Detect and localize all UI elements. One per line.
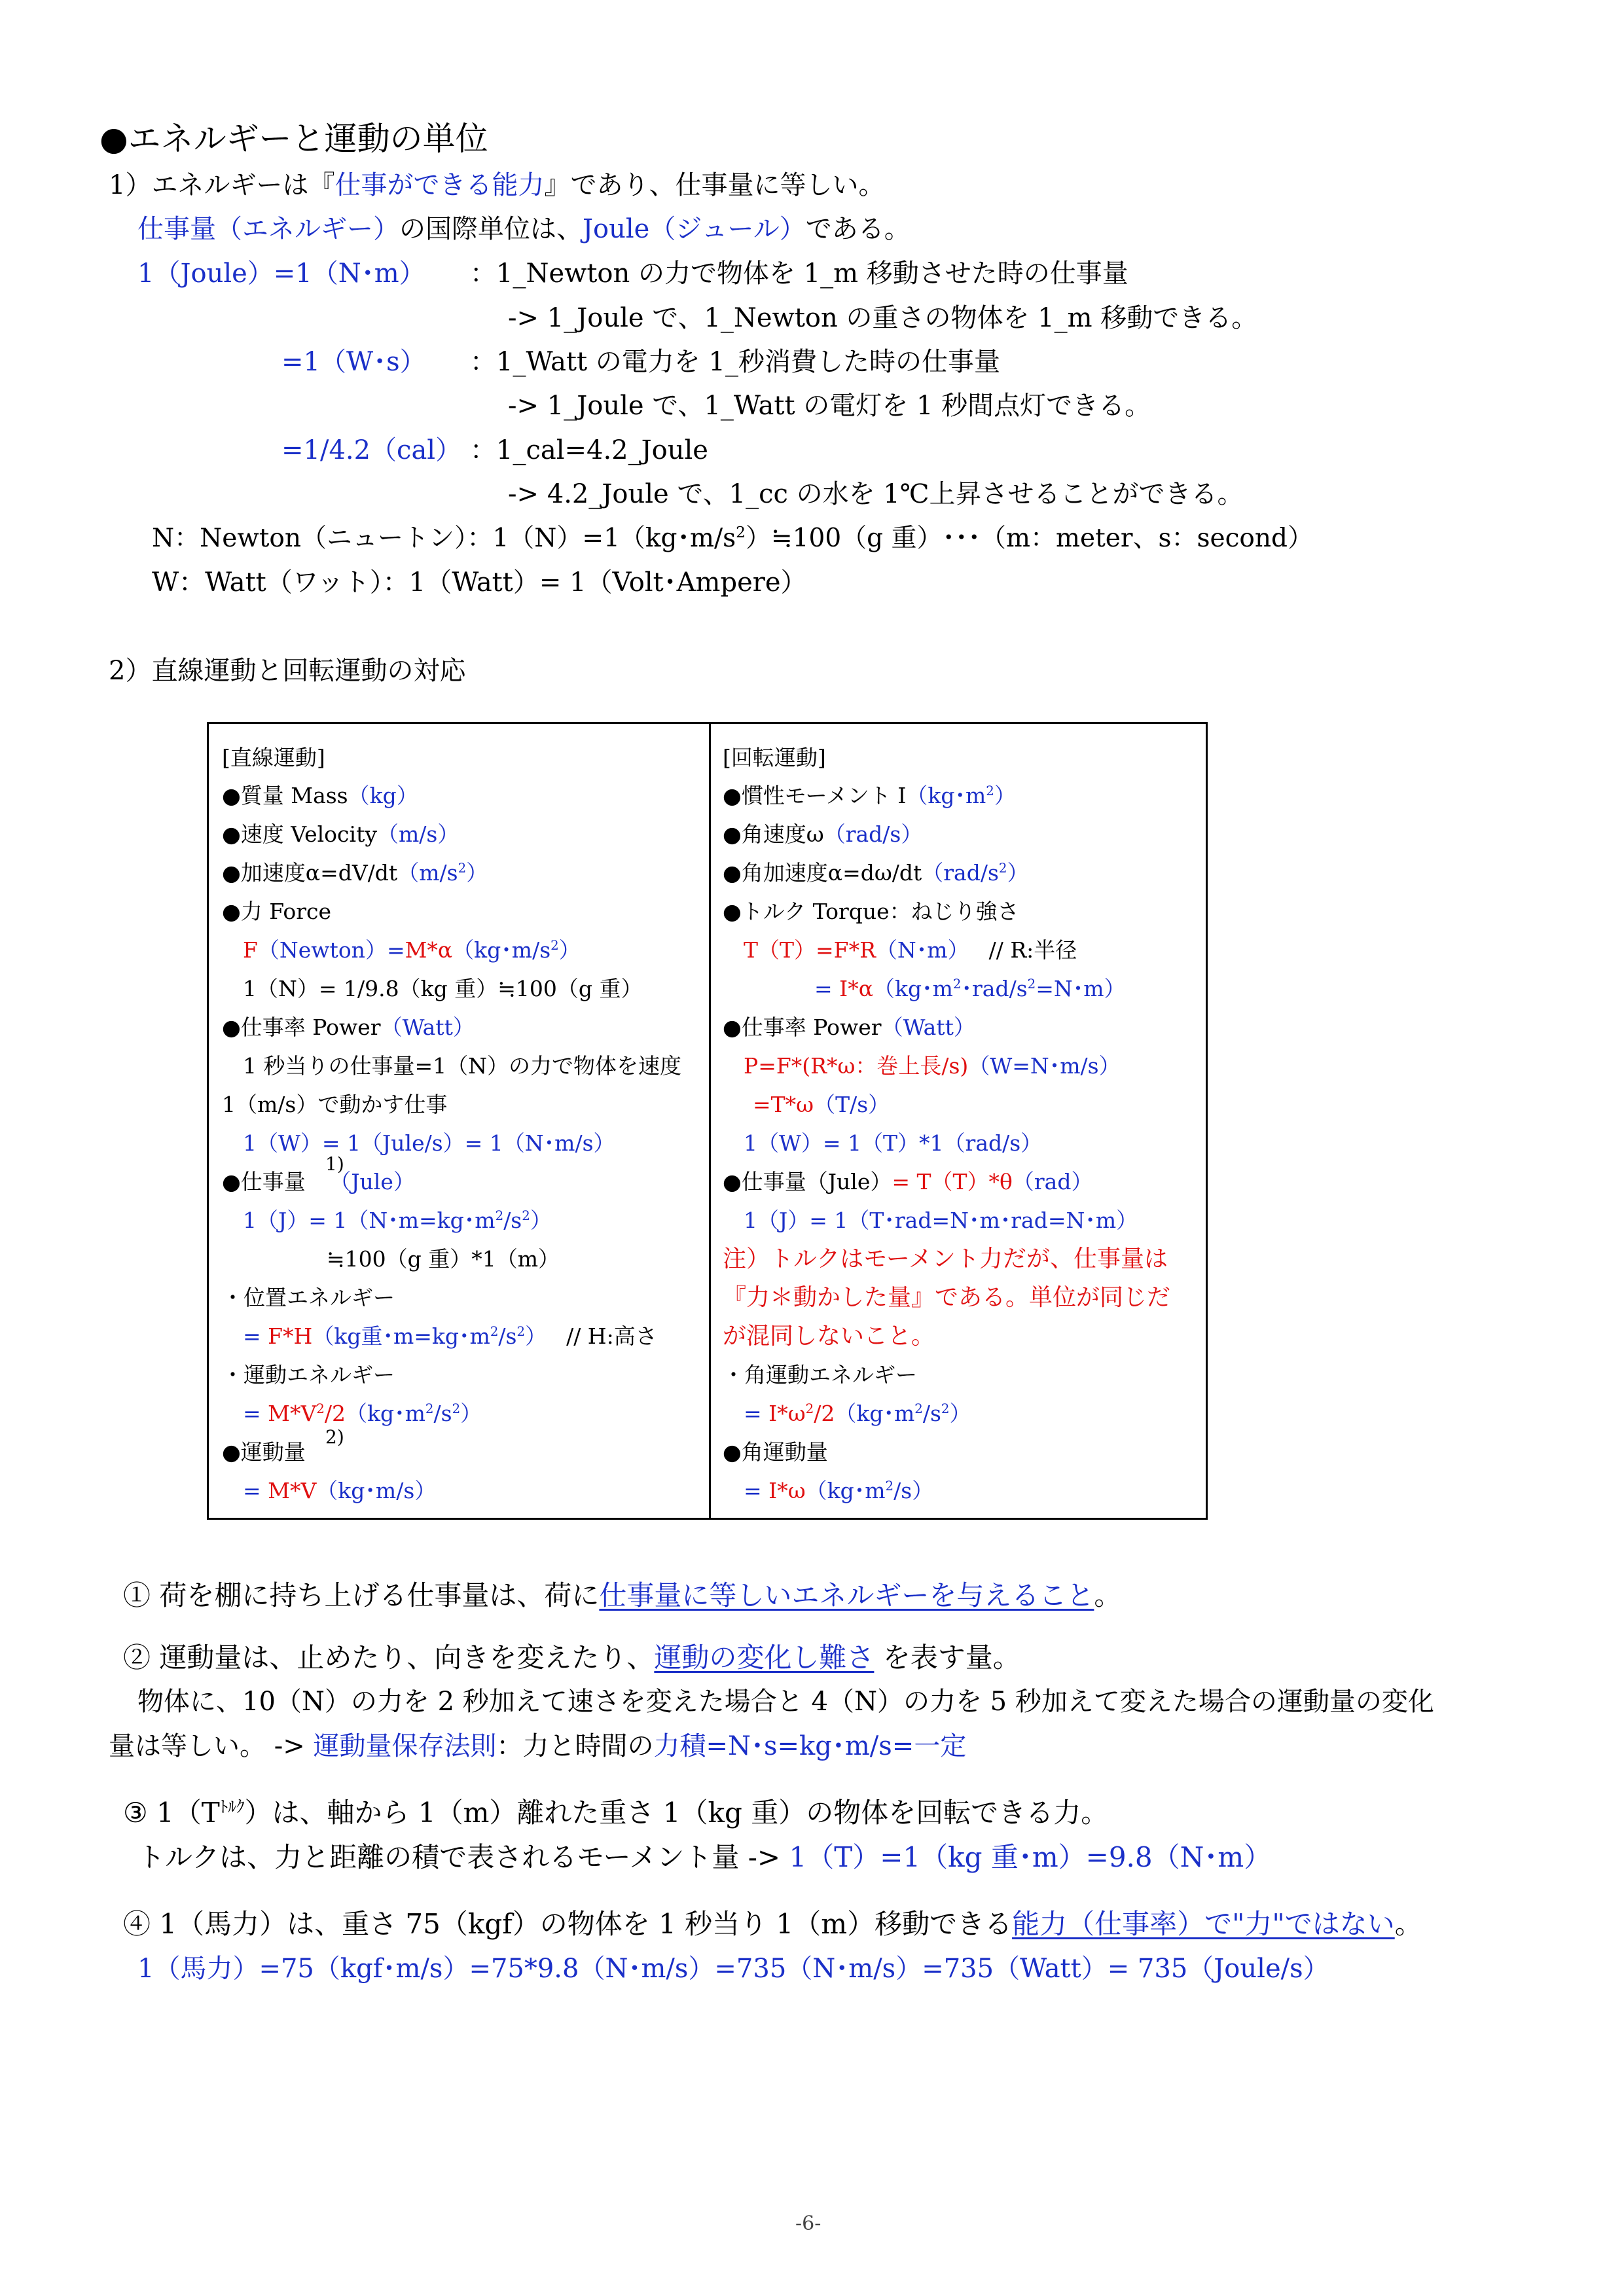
item1-si-unit: 仕事量（エネルギー）の国際単位は、Joule（ジュール）である。 (137, 214, 911, 244)
angular-momentum-eq: = I*ω（kg･$m^2/s$） (744, 1478, 934, 1503)
ws-desc: ：1_Watt の電力を 1_秒消費した時の仕事量 (470, 347, 1000, 377)
power-row: ●仕事率 Power（Watt） (222, 1014, 475, 1040)
work-eq: 1（J）= 1（N･m=kg･$m^2/s^2$） (243, 1208, 552, 1233)
inertia-row: ●慣性モーメント I（kg･$m^2$） (723, 783, 1016, 808)
note-1: ① 荷を棚に持ち上げる仕事量は、荷に仕事量に等しいエネルギーを与えること。 (123, 1579, 1122, 1611)
torque-eq-2: = I*α（kg･$m^2$･rad/$s^2=N$･m） (814, 976, 1126, 1001)
angular-momentum-row: ●角運動量 (723, 1439, 828, 1465)
rot-power-eq-3: 1（W）= 1（T）*1（rad/s） (744, 1130, 1043, 1156)
ws-note: -> 1_Joule で、1_Watt の電灯を 1 秒間点灯できる。 (508, 391, 1151, 421)
note-4-line-2: 1（馬力）=75（kgf･m/s）=75*9.8（N･m/s）=735（N･m/s）=735（Watt）= 735（Joule/s） (137, 1954, 1329, 1984)
note-3: ③ $1(T^{ﾄﾙｸ})$は、軸から 1（m）離れた重さ 1（kg 重）の物体を回転できる力。 (123, 1797, 1109, 1829)
motion-correspondence-table (207, 722, 1208, 1520)
linear-header: [直線運動] (222, 745, 325, 770)
potential-energy-eq: = F*H（kg重･m=kg･$m^2/s^2$） // H:高さ (243, 1323, 657, 1349)
note-3-line-2: トルクは、力と距離の積で表されるモーメント量 -> 1（T）=1（kg 重･m）=9.8（N･m） (137, 1841, 1272, 1873)
mass-row: ●質量 Mass（kg） (222, 783, 418, 808)
note-2: ② 運動量は、止めたり、向きを変えたり、運動の変化し難さ を表す量。 (123, 1641, 1020, 1674)
joule-desc: ：1_Newton の力で物体を 1_m 移動させた時の仕事量 (470, 259, 1128, 289)
watt-definition: W：Watt（ワット）：1（Watt）= 1（Volt･Ampere） (152, 567, 807, 598)
force-row: ●力 Force (222, 899, 332, 924)
kinetic-energy-eq: = $M*V^2/2(kg$･$m^2/s^2$） (243, 1401, 482, 1426)
force-formula: F（Newton）=M*α（kg･$m/s^2$） (243, 937, 581, 963)
torque-row: ●トルク Torque：ねじり強さ (723, 899, 1019, 924)
page-number: -6- (795, 2212, 821, 2235)
rotational-header: [回転運動] (723, 745, 826, 770)
note-line-1: 注）トルクはモーメント力だが、仕事量は (723, 1246, 1168, 1272)
note-4: ④ 1（馬力）は、重さ 75（kgf）の物体を 1 秒当り 1（m）移動できる能力（仕事率）で"力"ではない。 (123, 1908, 1422, 1940)
work-approx: ≒100（g 重）*1（m） (327, 1246, 560, 1272)
rot-power-eq-1: P=F*(R*ω：巻上長/s)（W=N･m/s） (744, 1053, 1121, 1079)
torque-eq-1: T（T）=F*R（N･m） // R:半径 (744, 937, 1077, 963)
power-desc-1: 1 秒当りの仕事量=1（N）の力で物体を速度 (243, 1053, 682, 1079)
momentum-eq: = M*V（kg･m/s） (243, 1478, 437, 1503)
angular-velocity-row: ●角速度ω（rad/s） (723, 821, 923, 847)
cal-label: =1/4.2（cal） (281, 435, 462, 465)
potential-energy-row: ・位置エネルギー (222, 1285, 395, 1310)
cal-note: -> 4.2_Joule で、1_cc の水を 1℃上昇させることができる。 (508, 479, 1244, 509)
kinetic-energy-row: ・運動エネルギー (222, 1362, 395, 1388)
joule-label: 1（Joule）=1（N･m） (137, 259, 425, 289)
footnote-1: 1) (325, 1153, 344, 1175)
note-2-line-3: 量は等しい。 -> 運動量保存法則：力と時間の力積=N･s=kg･m/s=一定 (109, 1731, 967, 1761)
rot-kinetic-energy-row: ・角運動エネルギー (723, 1362, 917, 1388)
footnote-2: 2) (325, 1426, 344, 1448)
rot-power-eq-2: =T*ω（T/s） (753, 1092, 890, 1117)
rot-work-row: ●仕事量（Jule）= T（T）*θ（rad） (723, 1169, 1093, 1194)
rot-work-eq: 1（J）= 1（T･rad=N･m･rad=N･m） (744, 1208, 1138, 1233)
section-title: ●エネルギーと運動の単位 (99, 120, 488, 158)
note-2-line-2: 物体に、10（N）の力を 2 秒加えて速さを変えた場合と 4（N）の力を 5 秒加えて変えた場合の運動量の変化 (137, 1687, 1434, 1717)
item2-title: 2）直線運動と回転運動の対応 (109, 656, 466, 686)
joule-note: -> 1_Joule で、1_Newton の重さの物体を 1_m 移動できる。 (508, 303, 1258, 333)
item1-lead: 1）エネルギーは『仕事ができる能力』であり、仕事量に等しい。 (109, 170, 885, 200)
power-desc-2: 1（m/s）で動かす仕事 (222, 1092, 448, 1117)
rot-power-row: ●仕事率 Power（Watt） (723, 1014, 975, 1040)
cal-desc: ：1_cal=4.2_Joule (470, 435, 708, 465)
acceleration-row: ●加速度$\alpha=dV/dt(m/s^2)$ (222, 860, 488, 886)
momentum-row: ●運動量 (222, 1439, 306, 1465)
velocity-row: ●速度 Velocity（m/s） (222, 821, 460, 847)
angular-acceleration-row: ●角加速度$\alpha=d\omega/dt(rad/s^2)$ (723, 860, 1029, 886)
note-line-3: が混同しないこと。 (723, 1323, 935, 1350)
ws-label: =1（W･s） (281, 347, 426, 377)
table-divider (709, 724, 711, 1518)
power-eq: 1（W）= 1（Jule/s）= 1（N･m/s） (243, 1130, 615, 1156)
work-row: ●仕事量 （Jule） (222, 1169, 415, 1194)
force-newton: 1（N）= 1/9.8（kg 重）≒100（g 重） (243, 976, 643, 1001)
rot-kinetic-energy-eq: = $I*\omega^2/2(kg$･$m^2/s^2$） (744, 1401, 971, 1426)
note-line-2: 『力＊動かした量』である。単位が同じだ (723, 1284, 1171, 1311)
newton-definition: N：Newton（ニュートン）：1（N）=1（kg･$m/s^2)≒100(g$ 重）･･･（m：meter、s：second） (152, 523, 1313, 553)
